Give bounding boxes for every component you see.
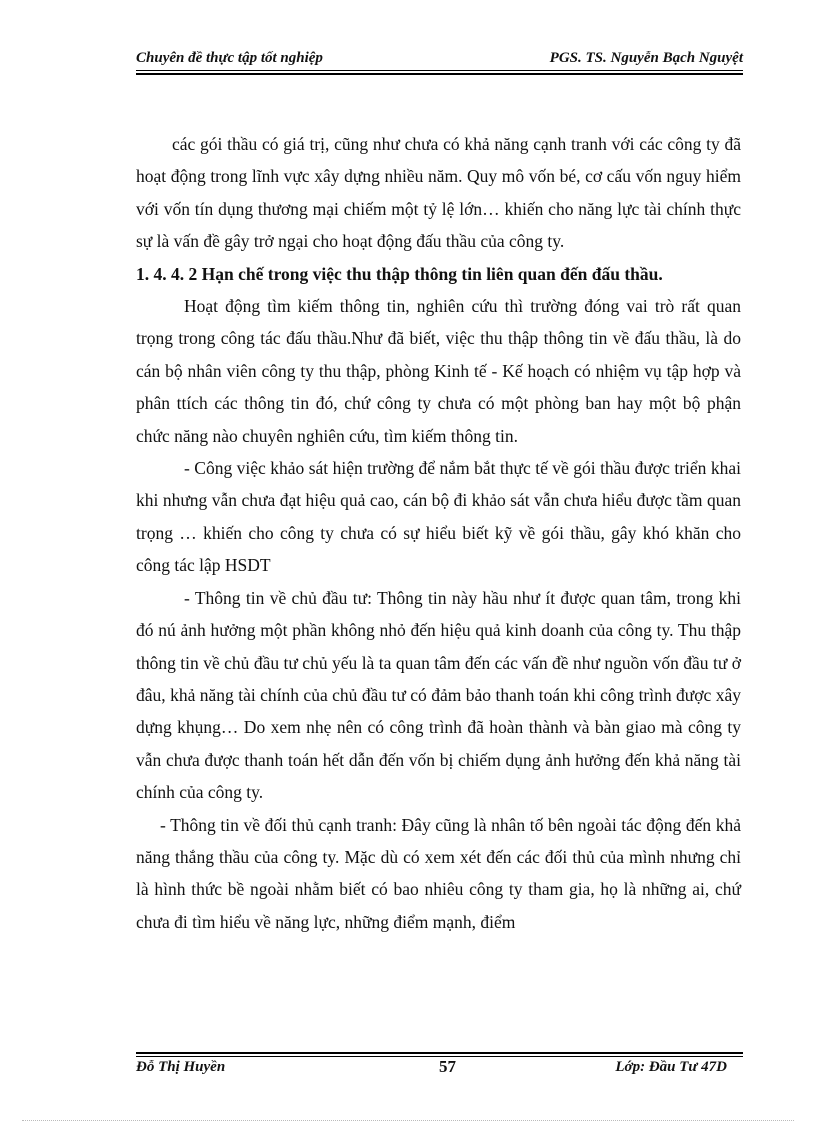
page-number: 57 (439, 1057, 456, 1076)
section-heading: 1. 4. 4. 2 Hạn chế trong việc thu thập thông tin liên quan đến đấu thầu. (136, 263, 663, 284)
paragraph-competitor-information: - Thông tin về đối thủ cạnh tranh: Đây cũng là nhân tố bên ngoài tác động đến khả năng thắng thầu của công ty. Mặc dù có xem xét đến các đối thủ của mình nhưng chỉ là hình thức bề ngoài nhằm biết có bao nhiêu công ty tham gia, họ là những ai, chứ chưa đi tìm hiểu về năng lực, những điểm mạnh, điểm (136, 814, 741, 932)
footer-author: Đỗ Thị Huyền (136, 1059, 226, 1075)
page-footer (136, 1057, 743, 1081)
header-document-title: Chuyên đề thực tập tốt nghiệp (136, 50, 323, 66)
paragraph-site-survey: - Công việc khảo sát hiện trường để nắm bắt thực tế về gói thầu được triển khai khi nhưng vẫn chưa đạt hiệu quả cao, cán bộ đi khảo sát vẫn chưa hiểu được tầm quan trọng … khiến cho công ty chưa có sự hiểu biết kỹ về gói thầu, gây khó khăn cho công tác lập HSDT (136, 458, 741, 576)
paragraph-information-gathering: Hoạt động tìm kiếm thông tin, nghiên cứu thì trường đóng vai trò rất quan trọng trong công tác đấu thầu.Như đã biết, việc thu thập thông tin về đấu thầu, là do cán bộ nhân viên công ty thu thập, phòng Kinh tế - Kế hoạch có nhiệm vụ tập hợp và phân ttích các thông tin đó, chứ công ty chưa có một phòng ban hay một bộ phận chức năng nào chuyên nghiên cứu, tìm kiếm thông tin. (136, 296, 741, 446)
paragraph-financial-capacity: các gói thầu có giá trị, cũng như chưa có khả năng cạnh tranh với các công ty đã hoạt động trong lĩnh vực xây dựng nhiều năm. Quy mô vốn bé, cơ cấu vốn nguy hiểm với vốn tín dụng thương mại chiếm một tỷ lệ lớn… khiến cho năng lực tài chính thực sự là vấn đề gây trở ngại cho hoạt động đấu thầu của công ty. (136, 134, 741, 252)
header-divider-thick (136, 73, 743, 75)
paragraph-investor-information: - Thông tin về chủ đầu tư: Thông tin này hầu như ít được quan tâm, trong khi đó nú ảnh hưởng một phần không nhỏ đến hiệu quả kinh doanh của công ty. Thu thập thông tin về chủ đầu tư chủ yếu là ta quan tâm đến các vấn đề như nguồn vốn đầu tư ở đâu, khả năng tài chính của chủ đầu tư có đảm bảo thanh toán khi công trình được xây dựng khụng… Do xem nhẹ nên có công trình đã hoàn thành và bàn giao mà công ty vẫn chưa được thanh toán hết dẫn đến vốn bị chiếm dụng ảnh hưởng đến khả năng tài chính của công ty. (136, 587, 741, 803)
page-header (136, 50, 743, 70)
footer-divider-thick (136, 1052, 743, 1054)
footer-class: Lớp: Đầu Tư 47D (615, 1059, 727, 1075)
header-divider (136, 70, 743, 71)
header-supervisor: PGS. TS. Nguyễn Bạch Nguyệt (549, 50, 743, 66)
page-body (136, 128, 741, 938)
page-bottom-border (22, 1120, 794, 1121)
